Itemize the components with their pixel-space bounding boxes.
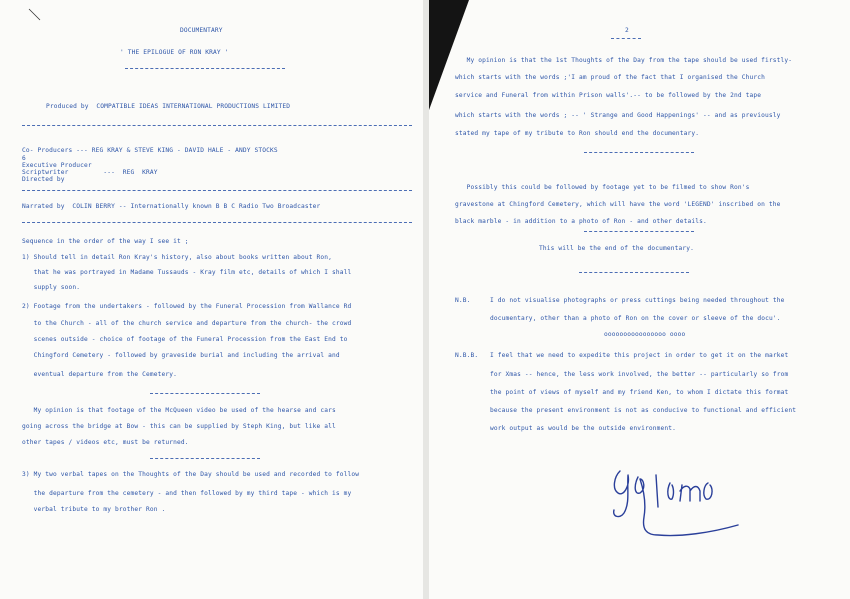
divider [611,38,641,39]
para-1-line: My opinion is that the 1st Thoughts of the Day from the tape should be used firstly- [455,57,793,64]
mcqueen-paragraph-line: My opinion is that footage of the McQueen video be used of the hearse and cars [22,407,336,414]
nb-text-line: documentary, other than a photo of Ron on the cover or sleeve of the docu'. [490,315,781,322]
signature-icon [600,455,750,545]
item-1-line: 1) Should tell in detail Ron Kray's history, also about books written about Ron, [22,254,333,261]
narrated-by: Narrated by COLIN BERRY -- Internationally known B B C Radio Two Broadcaster [22,203,321,210]
para-2-line: Possibly this could be followed by footage yet to be filmed to show Ron's [455,184,750,191]
divider [22,125,412,126]
divider [150,393,260,394]
divider [584,231,694,232]
para-1-line: service and Funeral from within Prison walls'.-- to be followed by the 2nd tape [455,92,762,99]
separator-circles: oooooooooooooooo oooo [604,331,686,338]
nb-text-line: I do not visualise photographs or press cuttings being needed throughout the [490,297,785,304]
para-2-line: black marble - in addition to a photo of Ron - and other details. [455,218,707,225]
directed-by-label: Directed by [22,176,65,183]
divider [584,152,694,153]
item-2-line: scenes outside - choice of footage of the Funeral Procession from the East End to [22,336,348,343]
para-1-line: which starts with the words ; -- ' Strange and Good Happenings' -- and as previously [455,112,781,119]
divider [150,458,260,459]
mcqueen-paragraph-line: other tapes / videos etc, must be returned. [22,439,189,446]
nbb-text-line: the point of views of myself and my friend Ken, to whom I dictate this format [490,389,789,396]
divider [125,68,285,69]
co-producers: Co- Producers --- REG KRAY & STEVE KING - DAVID HALE - ANDY STOCKS [22,147,278,154]
item-3-line: verbal tribute to my brother Ron . [22,506,166,513]
item-2-line: eventual departure from the Cemetery. [22,371,178,378]
nbb-text-line: for Xmas -- hence, the less work involved, the better -- particularly so from [490,371,789,378]
sequence-intro: Sequence in the order of the way I see it ; [22,238,189,245]
nb-label: N.B. [455,297,471,304]
nbb-text-line: I feel that we need to expedite this project in order to get it on the market [490,352,789,359]
end-of-documentary: This will be the end of the documentary. [539,245,695,252]
pen-mark-icon [28,8,42,22]
document-heading: DOCUMENTARY [180,27,223,34]
item-3-line: the departure from the cemetery - and then followed by my third tape - which is my [22,490,352,497]
item-1-line: supply soon. [22,284,81,291]
divider [22,222,412,223]
item-2-line: Chingford Cemetery - followed by graveside burial and including the arrival and [22,352,340,359]
item-1-line: that he was portrayed in Madame Tussauds - Kray film etc, details of which I shall [22,269,352,276]
scriptwriter-line: Scriptwriter --- REG KRAY [22,169,158,176]
nbb-text-line: work output as would be the outside environment. [490,425,677,432]
item-2-line: to the Church - all of the church service and departure from the church- the crowd [22,320,352,327]
document-title: ' THE EPILOGUE OF RON KRAY ' [120,49,229,56]
divider [22,190,412,191]
executive-producer-label: Executive Producer [22,162,92,169]
nbb-label: N.B.B. [455,352,479,359]
page-number: 2 [625,27,629,34]
item-3-line: 3) My two verbal tapes on the Thoughts of the Day should be used and recorded to follow [22,471,360,478]
nbb-text-line: because the present environment is not as conducive to functional and efficient [490,407,797,414]
mcqueen-paragraph-line: going across the bridge at Bow - this can be supplied by Steph King, but like all [22,423,336,430]
item-2-line: 2) Footage from the undertakers - followed by the Funeral Procession from Wallance Rd [22,303,352,310]
left-page [0,0,423,599]
divider [579,272,689,273]
para-1-line: stated my tape of my tribute to Ron should end the documentary. [455,130,700,137]
credits-number: 6 [22,155,26,162]
para-1-line: which starts with the words ;'I am proud of the fact that I organised the Church [455,74,766,81]
para-2-line: gravestone at Chingford Cemetery, which will have the word 'LEGEND' inscribed on the [455,201,781,208]
produced-by: Produced by COMPATIBLE IDEAS INTERNATIONAL PRODUCTIONS LIMITED [46,103,291,110]
